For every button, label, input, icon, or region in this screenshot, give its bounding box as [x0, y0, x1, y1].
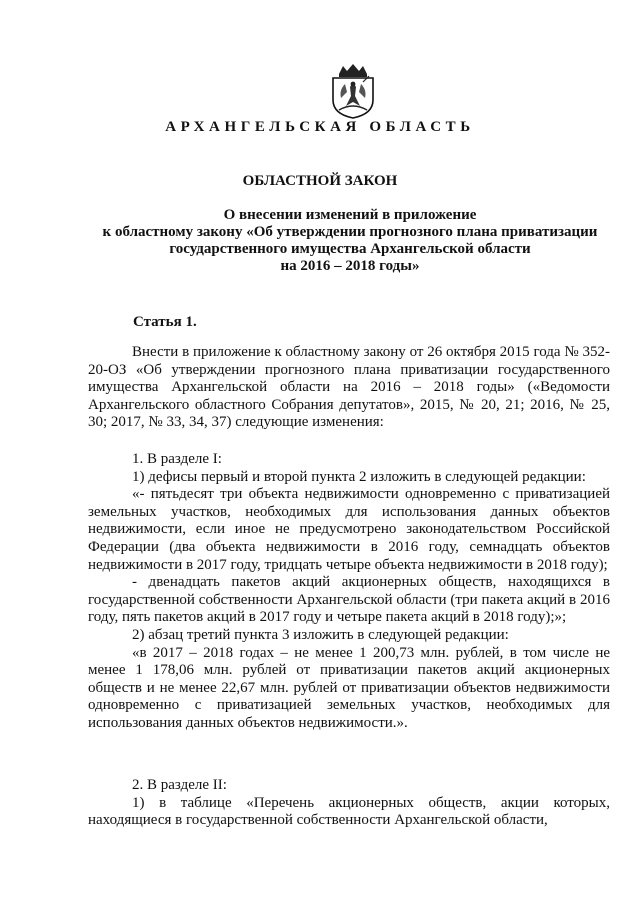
- article-intro: [88, 344, 610, 432]
- paragraph: 2) абзац третий пункта 3 изложить в следующей редакции:: [132, 626, 509, 643]
- paragraph: 1. В разделе I:: [132, 451, 222, 467]
- document-type: ОБЛАСТНОЙ ЗАКОН: [242, 173, 398, 189]
- law-title: [90, 207, 610, 275]
- paragraph: 1) дефисы первый и второй пункта 2 изложить в следующей редакции:: [132, 468, 586, 485]
- paragraph: 2. В разделе II:: [132, 777, 227, 793]
- paragraph: - двенадцать пакетов акций акционерных обществ, находящихся в государственной собственности Архангельской области (три пакета акций в 2016 году, пять пакетов акций в 2017 году и четыре пакета акций в 2018 году);»;: [88, 574, 610, 626]
- paragraph: 1) в таблице «Перечень акционерных обществ, акции которых, находящиеся в государственной собственности Архангельской области,: [88, 794, 610, 829]
- article-heading: Статья 1.: [133, 314, 197, 330]
- law-title-line: государственного имущества Архангельской области: [169, 241, 531, 257]
- paragraph: Внести в приложение к областному закону от 26 октября 2015 года № 352-20-ОЗ «Об утверждении прогнозного плана приватизации государственного имущества Архангельской области на 2016 – 2018 годы» («Ведомости Архангельского областного Собрания депутатов», 2015, № 20, 21; 2016, № 25, 30; 2017, № 33, 34, 37) следующие изменения:: [88, 344, 610, 431]
- coat-of-arms-icon: [325, 62, 381, 120]
- section-1: [88, 451, 610, 733]
- paragraph: «- пятьдесят три объекта недвижимости одновременно с приватизацией земельных участков, необходимых для использования данных объектов недвижимости, если иное не предусмотрено законодательством Российской Федерации (два объекта недвижимости в 2016 году, семнадцать объектов недвижимости в 2017 году, тридцать четыре объекта недвижимости в 2018 году);: [88, 486, 610, 573]
- law-title-line: О внесении изменений в приложение: [223, 207, 477, 223]
- paragraph: «в 2017 – 2018 годах – не менее 1 200,73 млн. рублей, в том числе не менее 1 178,06 млн. рублей от приватизации пакетов акций акционерных обществ и не менее 22,67 млн. рублей от приватизации объектов недвижимости одновременно с приватизацией земельных участков, необходимых для использования данных объектов недвижимости.».: [88, 644, 610, 731]
- law-title-line: к областному закону «Об утверждении прогнозного плана приватизации: [102, 224, 598, 240]
- section-2: [88, 777, 610, 830]
- region-name: АРХАНГЕЛЬСКАЯ ОБЛАСТЬ: [165, 119, 475, 135]
- law-title-line: на 2016 – 2018 годы»: [280, 258, 420, 274]
